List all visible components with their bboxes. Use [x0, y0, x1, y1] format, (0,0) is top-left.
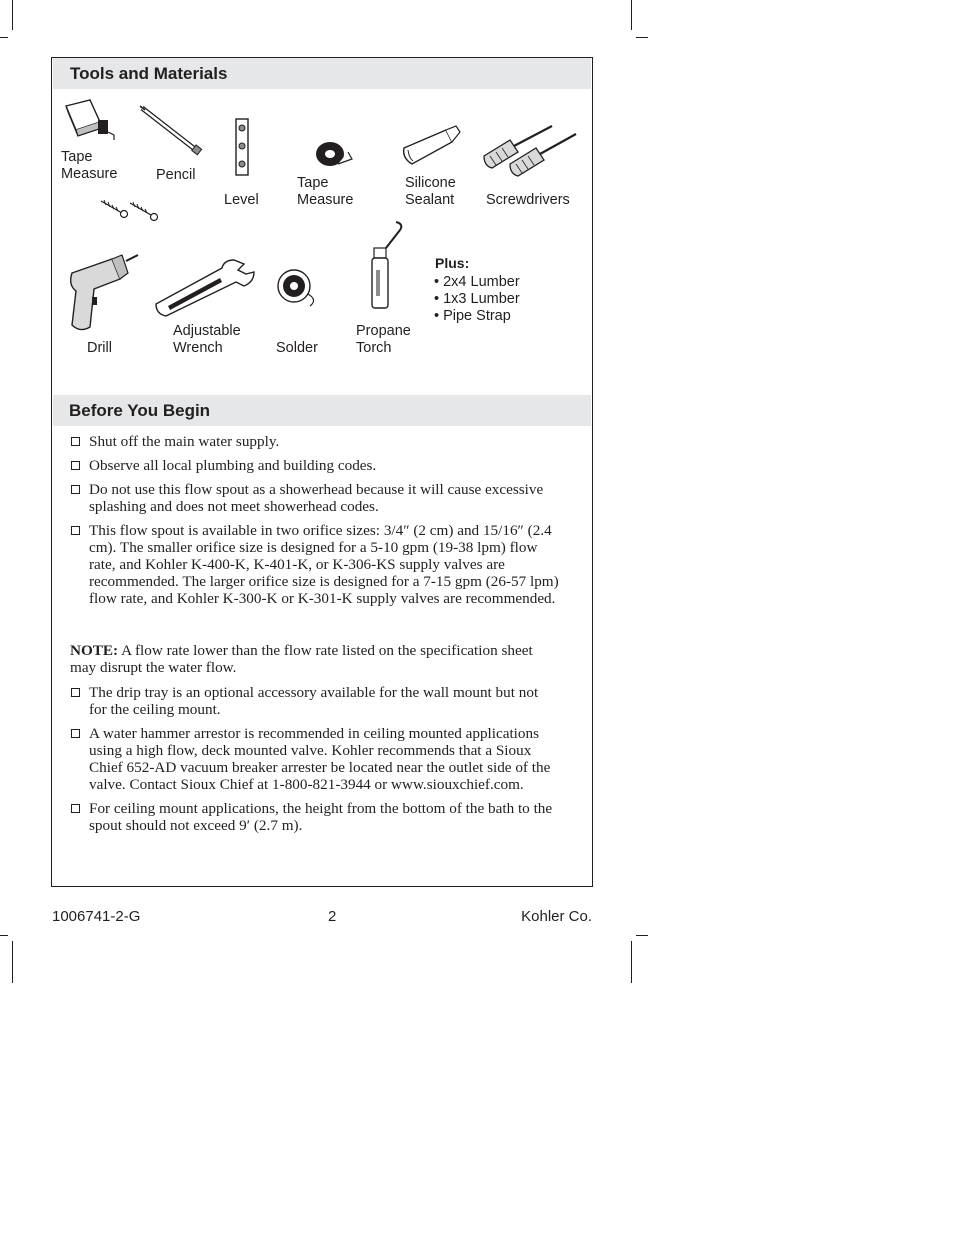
- before-heading: Before You Begin: [53, 395, 591, 426]
- drill-icon: [66, 253, 140, 335]
- list-item: Shut off the main water supply.: [69, 433, 559, 450]
- crop-mark: [636, 935, 648, 936]
- crop-mark: [631, 0, 632, 30]
- footer-page-number: 2: [328, 908, 337, 925]
- tool-label-propane-torch: Propane Torch: [356, 323, 411, 356]
- checkbox-icon: [71, 526, 80, 535]
- level-icon: [234, 118, 250, 176]
- crop-mark: [12, 941, 13, 983]
- list-item: Observe all local plumbing and building codes.: [69, 457, 559, 474]
- tool-label-silicone-sealant: Silicone Sealant: [405, 175, 456, 208]
- crop-mark: [631, 941, 632, 983]
- checkbox-icon: [71, 804, 80, 813]
- tool-label-solder: Solder: [276, 340, 318, 356]
- pencil-icon: [138, 104, 204, 156]
- tool-label-level: Level: [224, 192, 259, 208]
- screws-icon: [98, 197, 160, 225]
- plus-heading: Plus:: [435, 255, 470, 271]
- checkbox-icon: [71, 461, 80, 470]
- sealant-tube-icon: [400, 124, 466, 168]
- crop-mark: [636, 37, 648, 38]
- plus-list: [434, 274, 520, 325]
- crop-mark: [0, 37, 8, 38]
- tool-label-drill: Drill: [87, 340, 112, 356]
- checkbox-icon: [71, 729, 80, 738]
- tool-label-tape-measure: Tape Measure: [61, 149, 118, 182]
- checklist: [69, 433, 559, 614]
- tool-label-tape: Tape Measure: [297, 175, 354, 208]
- tool-label-pencil: Pencil: [156, 167, 196, 183]
- crop-mark: [12, 0, 13, 30]
- checkbox-icon: [71, 688, 80, 697]
- footer-doc-number: 1006741-2-G: [52, 908, 141, 925]
- list-item: The drip tray is an optional accessory available for the wall mount but not for the ceiling mount.: [69, 684, 559, 718]
- wrench-icon: [152, 258, 256, 318]
- plus-item: • 2x4 Lumber: [434, 274, 520, 290]
- checkbox-icon: [71, 437, 80, 446]
- list-item: A water hammer arrestor is recommended in ceiling mounted applications using a high flow, deck mounted valve. Kohler recommends that a Sioux Chief 652-AD vacuum breaker arrester be located near the outlet side of the valve. Contact Sioux Chief at 1-800-821-3944 or www.siouxchief.com.: [69, 725, 559, 793]
- footer-company: Kohler Co.: [521, 908, 592, 925]
- list-item: For ceiling mount applications, the height from the bottom of the bath to the spout should not exceed 9′ (2.7 m).: [69, 800, 559, 834]
- note-text: A flow rate lower than the flow rate listed on the specification sheet may disrupt the water flow.: [70, 642, 533, 676]
- instruction-card: [51, 57, 593, 887]
- checkbox-icon: [71, 485, 80, 494]
- tool-label-screwdrivers: Screwdrivers: [486, 192, 570, 208]
- crop-mark: [0, 935, 8, 936]
- screwdrivers-icon: [480, 122, 580, 178]
- tape-roll-icon: [314, 138, 354, 170]
- list-item: This flow spout is available in two orifice sizes: 3/4″ (2 cm) and 15/16″ (2.4 cm). The smaller orifice size is designed for a 5-10 gpm (19-38 lpm) flow rate, and Kohler K-400-K, K-401-K, or K-306-KS supply valves are recommended. The larger orifice size is designed for a 7-15 gpm (26-57 lpm) flow rate, and Kohler K-300-K or K-301-K supply valves are recommended.: [69, 522, 559, 607]
- plus-item: • 1x3 Lumber: [434, 291, 520, 307]
- tape-measure-icon: [60, 98, 116, 144]
- propane-torch-icon: [364, 220, 408, 310]
- checklist: [69, 684, 559, 841]
- solder-spool-icon: [274, 264, 320, 308]
- plus-item: • Pipe Strap: [434, 308, 511, 324]
- tools-heading: Tools and Materials: [53, 58, 591, 89]
- list-item: Do not use this flow spout as a showerhead because it will cause excessive splashing and does not meet showerhead codes.: [69, 481, 559, 515]
- tool-label-adjustable-wrench: Adjustable Wrench: [173, 323, 241, 356]
- note-label: NOTE:: [70, 642, 119, 659]
- note-paragraph: [70, 642, 550, 676]
